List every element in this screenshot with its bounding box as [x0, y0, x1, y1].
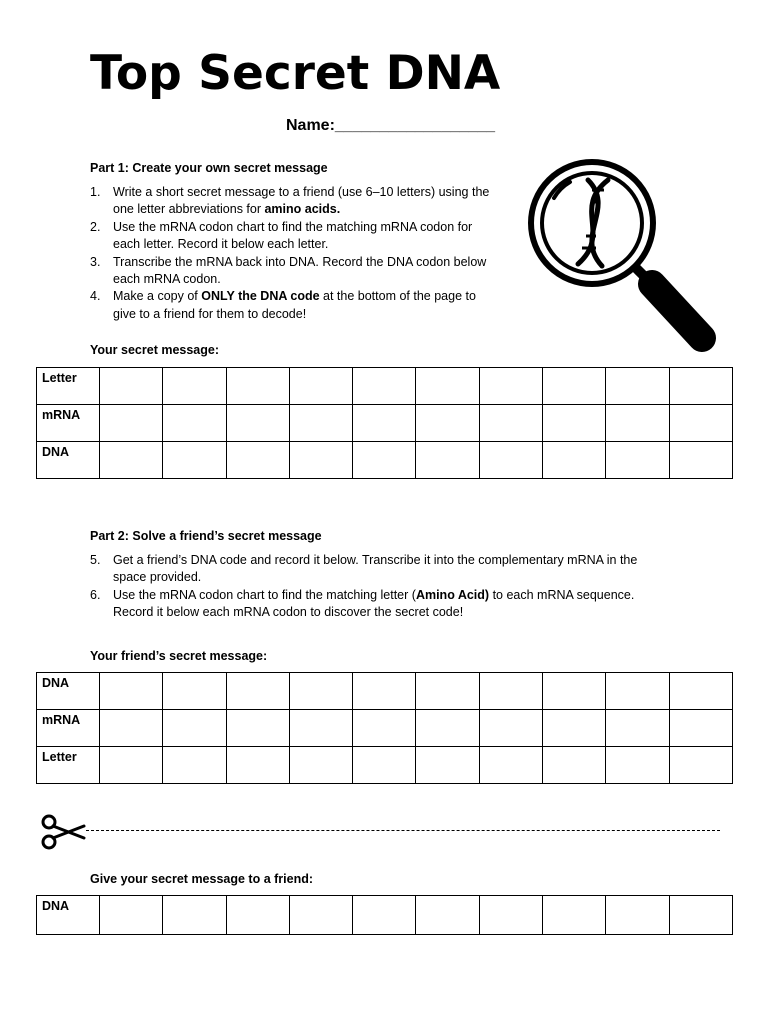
answer-cell[interactable]: [479, 368, 542, 405]
row-label: DNA: [37, 442, 100, 479]
answer-cell[interactable]: [543, 673, 606, 710]
answer-cell[interactable]: [669, 710, 732, 747]
answer-cell[interactable]: [606, 896, 669, 935]
answer-cell[interactable]: [353, 710, 416, 747]
step-number: 5.: [90, 553, 101, 567]
answer-cell[interactable]: [669, 368, 732, 405]
answer-cell[interactable]: [416, 442, 479, 479]
answer-cell[interactable]: [226, 710, 289, 747]
answer-cell[interactable]: [543, 896, 606, 935]
answer-cell[interactable]: [163, 710, 226, 747]
answer-cell[interactable]: [543, 442, 606, 479]
answer-cell[interactable]: [669, 896, 732, 935]
step-number: 3.: [90, 254, 101, 269]
answer-cell[interactable]: [416, 405, 479, 442]
answer-cell[interactable]: [100, 368, 163, 405]
table-row: [37, 710, 733, 747]
step-text: Get a friend’s DNA code and record it below. Transcribe it into the complementary mRNA in the space provided.: [113, 553, 638, 585]
answer-cell[interactable]: [289, 442, 352, 479]
answer-cell[interactable]: [606, 747, 669, 784]
name-field-label: Name:__________________: [286, 117, 496, 134]
instruction-step: [90, 587, 660, 622]
part2-table-heading: Your friend’s secret message:: [90, 649, 268, 663]
answer-cell[interactable]: [669, 747, 732, 784]
answer-cell[interactable]: [289, 368, 352, 405]
answer-cell[interactable]: [289, 747, 352, 784]
friend-message-table: [36, 672, 733, 784]
answer-cell[interactable]: [100, 405, 163, 442]
answer-cell[interactable]: [606, 368, 669, 405]
part1-heading: Part 1: Create your own secret message: [90, 161, 328, 175]
answer-cell[interactable]: [543, 710, 606, 747]
answer-cell[interactable]: [479, 442, 542, 479]
answer-cell[interactable]: [479, 710, 542, 747]
answer-cell[interactable]: [669, 405, 732, 442]
answer-cell[interactable]: [353, 896, 416, 935]
table-row: [37, 368, 733, 405]
table-row: [37, 896, 733, 935]
part2-instructions: [90, 552, 660, 622]
answer-cell[interactable]: [543, 747, 606, 784]
answer-cell[interactable]: [226, 896, 289, 935]
step-text: to each mRNA sequence. Record it below each mRNA codon to discover the secret code!: [113, 587, 635, 620]
answer-cell[interactable]: [416, 747, 479, 784]
answer-cell[interactable]: [289, 896, 352, 935]
row-label: DNA: [37, 673, 100, 710]
answer-cell[interactable]: [353, 673, 416, 710]
row-label: Letter: [37, 368, 100, 405]
answer-cell[interactable]: [606, 710, 669, 747]
answer-cell[interactable]: [163, 442, 226, 479]
cut-dashed-line: [86, 830, 720, 831]
answer-cell[interactable]: [416, 710, 479, 747]
give-message-table: [36, 895, 733, 935]
answer-cell[interactable]: [100, 673, 163, 710]
answer-cell[interactable]: [353, 405, 416, 442]
answer-cell[interactable]: [353, 368, 416, 405]
answer-cell[interactable]: [163, 368, 226, 405]
answer-cell[interactable]: [226, 405, 289, 442]
answer-cell[interactable]: [479, 747, 542, 784]
table-row: [37, 747, 733, 784]
answer-cell[interactable]: [289, 405, 352, 442]
answer-cell[interactable]: [226, 368, 289, 405]
answer-cell[interactable]: [163, 896, 226, 935]
row-label: mRNA: [37, 405, 100, 442]
step-text: Transcribe the mRNA back into DNA. Record the DNA codon below each mRNA codon.: [113, 254, 487, 287]
answer-cell[interactable]: [669, 442, 732, 479]
page-title: Top Secret DNA: [90, 46, 501, 101]
answer-cell[interactable]: [100, 747, 163, 784]
answer-cell[interactable]: [226, 673, 289, 710]
answer-cell[interactable]: [416, 896, 479, 935]
row-label: Letter: [37, 747, 100, 784]
table-row: [37, 673, 733, 710]
answer-cell[interactable]: [353, 747, 416, 784]
secret-message-table: [36, 367, 733, 479]
row-label: mRNA: [37, 710, 100, 747]
step-number: 4.: [90, 289, 101, 304]
instruction-step: [90, 288, 500, 323]
answer-cell[interactable]: [416, 673, 479, 710]
answer-cell[interactable]: [100, 710, 163, 747]
answer-cell[interactable]: [543, 368, 606, 405]
step-text: at the bottom of the page to give to a friend for them to decode!: [113, 289, 476, 321]
answer-cell[interactable]: [416, 368, 479, 405]
table-row: [37, 405, 733, 442]
step-text: Write a short secret message to a friend (use 6–10 letters) using the one letter abbreviations for: [113, 185, 490, 217]
answer-cell[interactable]: [669, 673, 732, 710]
row-label: DNA: [37, 896, 100, 935]
answer-cell[interactable]: [479, 896, 542, 935]
scissors-icon: [40, 813, 86, 851]
answer-cell[interactable]: [479, 405, 542, 442]
step-text-bold: amino acids.: [264, 202, 341, 217]
step-text: Use the mRNA codon chart to find the matching mRNA codon for each letter. Record it below each letter.: [113, 219, 473, 252]
answer-cell[interactable]: [226, 442, 289, 479]
step-text-bold: Amino Acid): [415, 587, 490, 602]
instruction-step: [90, 219, 500, 254]
answer-cell[interactable]: [100, 896, 163, 935]
step-text: Make a copy of: [113, 289, 202, 304]
answer-cell[interactable]: [543, 405, 606, 442]
answer-cell[interactable]: [479, 673, 542, 710]
answer-cell[interactable]: [163, 673, 226, 710]
instruction-step: [90, 254, 500, 289]
step-text: Use the mRNA codon chart to find the matching letter (: [113, 587, 416, 602]
answer-cell[interactable]: [163, 747, 226, 784]
part1-instructions: [90, 184, 500, 323]
answer-cell[interactable]: [606, 405, 669, 442]
magnifying-glass-dna-icon: [526, 156, 718, 356]
give-message-heading: Give your secret message to a friend:: [90, 872, 314, 886]
answer-cell[interactable]: [606, 442, 669, 479]
answer-cell[interactable]: [353, 442, 416, 479]
answer-cell[interactable]: [289, 673, 352, 710]
answer-cell[interactable]: [163, 405, 226, 442]
step-number: 1.: [90, 185, 101, 199]
table-row: [37, 442, 733, 479]
part2-heading: Part 2: Solve a friend’s secret message: [90, 529, 322, 543]
answer-cell[interactable]: [289, 710, 352, 747]
step-text-bold: ONLY the DNA code: [201, 289, 320, 304]
instruction-step: [90, 184, 500, 219]
answer-cell[interactable]: [226, 747, 289, 784]
answer-cell[interactable]: [606, 673, 669, 710]
step-number: 2.: [90, 219, 101, 234]
instruction-step: [90, 552, 660, 587]
step-number: 6.: [90, 587, 101, 602]
part1-table-heading: Your secret message:: [90, 343, 219, 357]
answer-cell[interactable]: [100, 442, 163, 479]
